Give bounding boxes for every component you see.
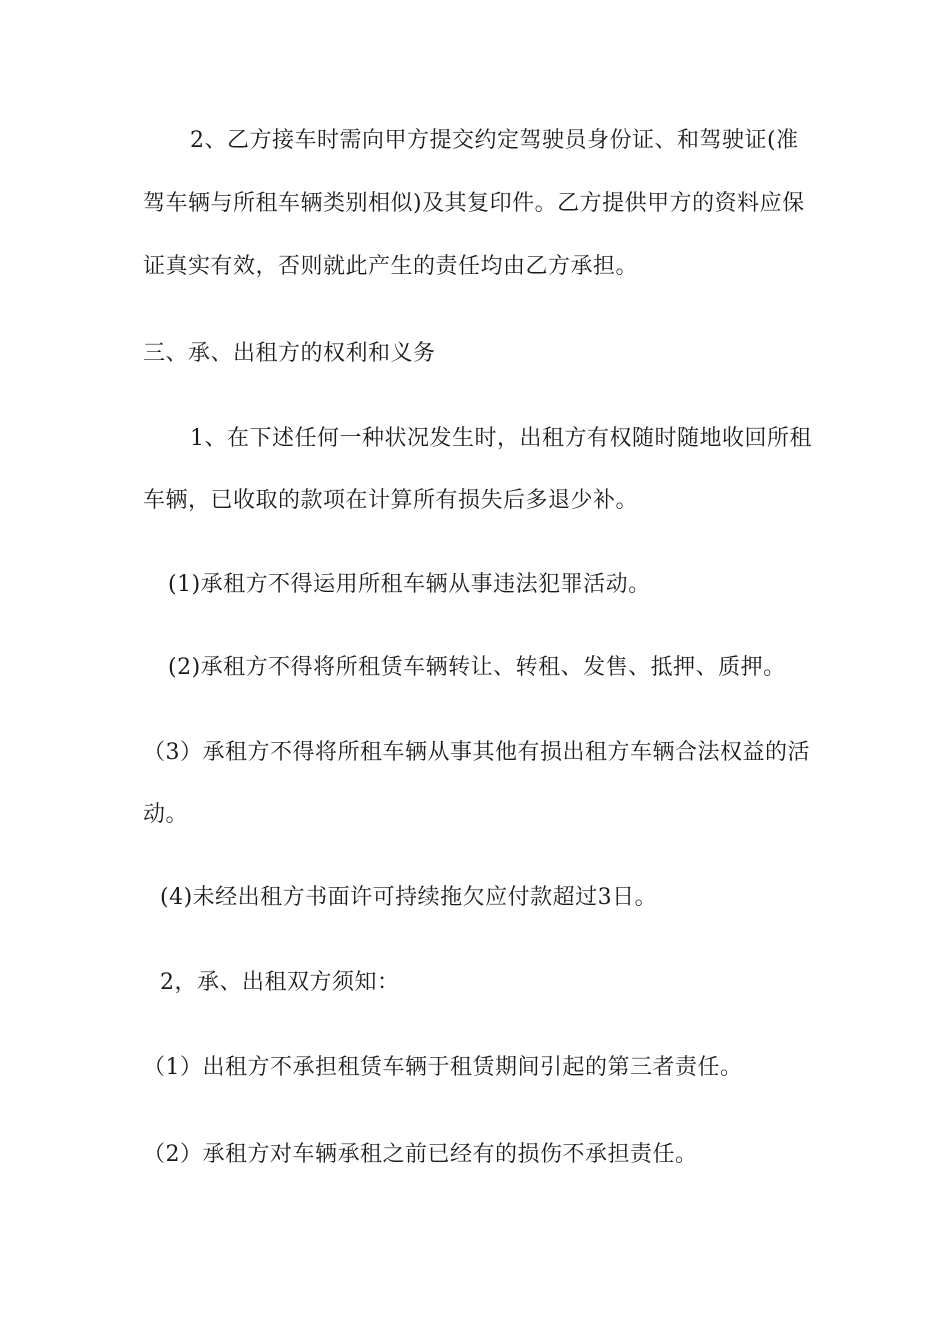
sub-item-1: (1)承租方不得运用所租车辆从事违法犯罪活动。 — [168, 572, 651, 597]
notice-1: （1）出租方不承担租赁车辆于租赁期间引起的第三者责任。 — [143, 1055, 743, 1080]
section-3-heading: 三、承、出租方的权利和义务 — [143, 341, 436, 366]
item-1-line-2: 车辆，已收取的款项在计算所有损失后多退少补。 — [143, 488, 639, 513]
sub-item-3-line-1: （3）承租方不得将所租车辆从事其他有损出租方车辆合法权益的活 — [143, 740, 810, 765]
sub-item-2: (2)承租方不得将所租赁车辆转让、转租、发售、抵押、质押。 — [168, 655, 786, 680]
item-1-line-1: 1、在下述任何一种状况发生时，出租方有权随时随地收回所租 — [190, 426, 812, 451]
paragraph-2-line-3: 证真实有效，否则就此产生的责任均由乙方承担。 — [143, 254, 639, 279]
paragraph-2-line-1: 2、乙方接车时需向甲方提交约定驾驶员身份证、和驾驶证(准 — [190, 128, 799, 153]
item-2-heading: 2，承、出租双方须知： — [160, 970, 400, 995]
notice-2: （2）承租方对车辆承租之前已经有的损伤不承担责任。 — [143, 1142, 698, 1167]
sub-item-3-line-2: 动。 — [143, 802, 189, 827]
paragraph-2-line-2: 驾车辆与所租车辆类别相似)及其复印件。乙方提供甲方的资料应保 — [143, 191, 805, 216]
sub-item-4: (4)未经出租方书面许可持续拖欠应付款超过3日。 — [160, 885, 658, 910]
